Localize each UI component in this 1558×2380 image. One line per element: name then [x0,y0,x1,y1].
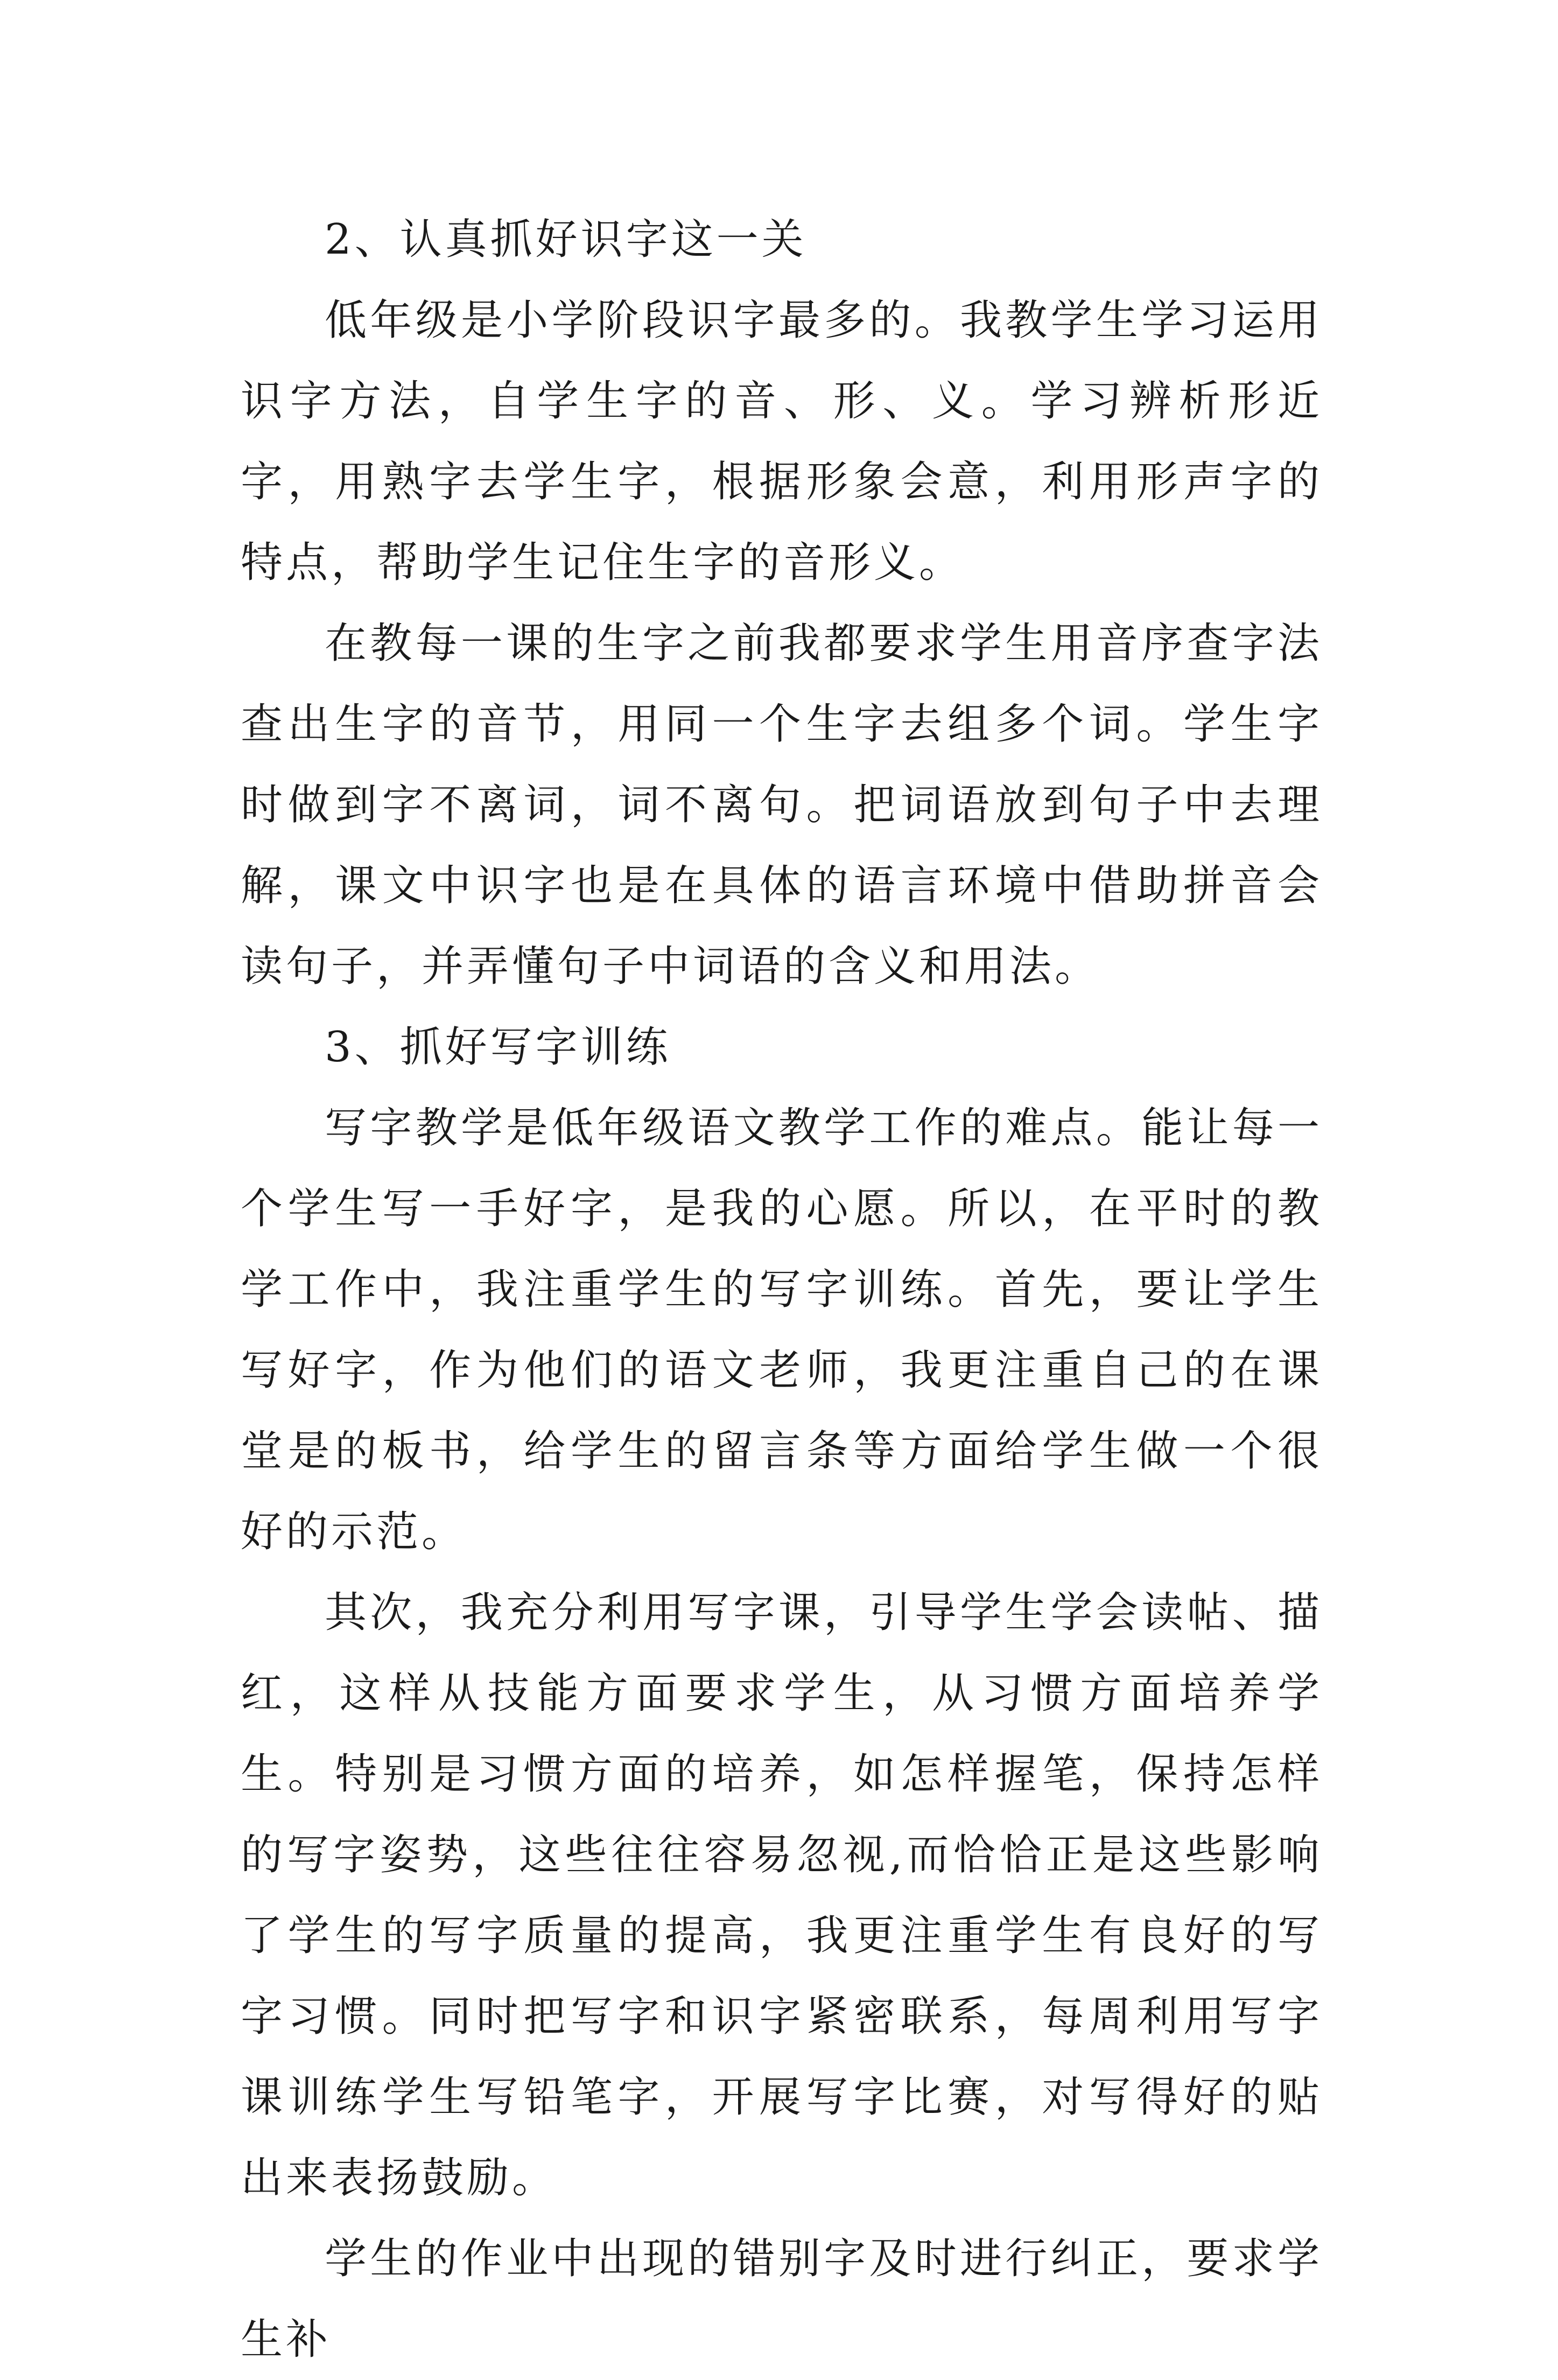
paragraph-error-correction: 学生的作业中出现的错别字及时进行纠正，要求学生补 [241,2235,1323,2364]
paragraph-writing-teaching: 写字教学是低年级语文教学工作的难点。能让每一个学生写一手好字，是我的心愿。所以，在平时的教学工作中，我注重学生的写字训练。首先，要让学生写好字，作为他们的语文老师，我更注重自己的在课堂是的板书，给学生的留言条等方面给学生做一个很好的示范。 [241,1104,1323,1556]
section-heading-2: 2、认真抓好识字这一关 [325,215,807,264]
paragraph-dictionary-lookup: 在教每一课的生字之前我都要求学生用音序查字法查出生字的音节，用同一个生字去组多个词。学生字时做到字不离词，词不离句。把词语放到句子中去理解，课文中识字也是在具体的语言环境中借助拼音会读句子，并弄懂句子中词语的含义和用法。 [241,619,1323,991]
document-body [241,199,1323,2380]
paragraph-literacy-methods: 低年级是小学阶段识字最多的。我教学生学习运用识字方法，自学生字的音、形、义。学习辨析形近字，用熟字去学生字，根据形象会意，利用形声字的特点，帮助学生记住生字的音形义。 [241,296,1323,587]
paragraph-writing-habits: 其次，我充分利用写字课，引导学生学会读帖、描红，这样从技能方面要求学生，从习惯方面培养学生。特别是习惯方面的培养，如怎样握笔，保持怎样的写字姿势，这些往往容易忽视,而恰恰正是这些影响了学生的写字质量的提高，我更注重学生有良好的写字习惯。同时把写字和识字紧密联系，每周利用写字课训练学生写铅笔字，开展写字比赛，对写得好的贴出来表扬鼓励。 [241,1588,1323,2202]
section-heading-3: 3、抓好写字训练 [325,1023,671,1072]
